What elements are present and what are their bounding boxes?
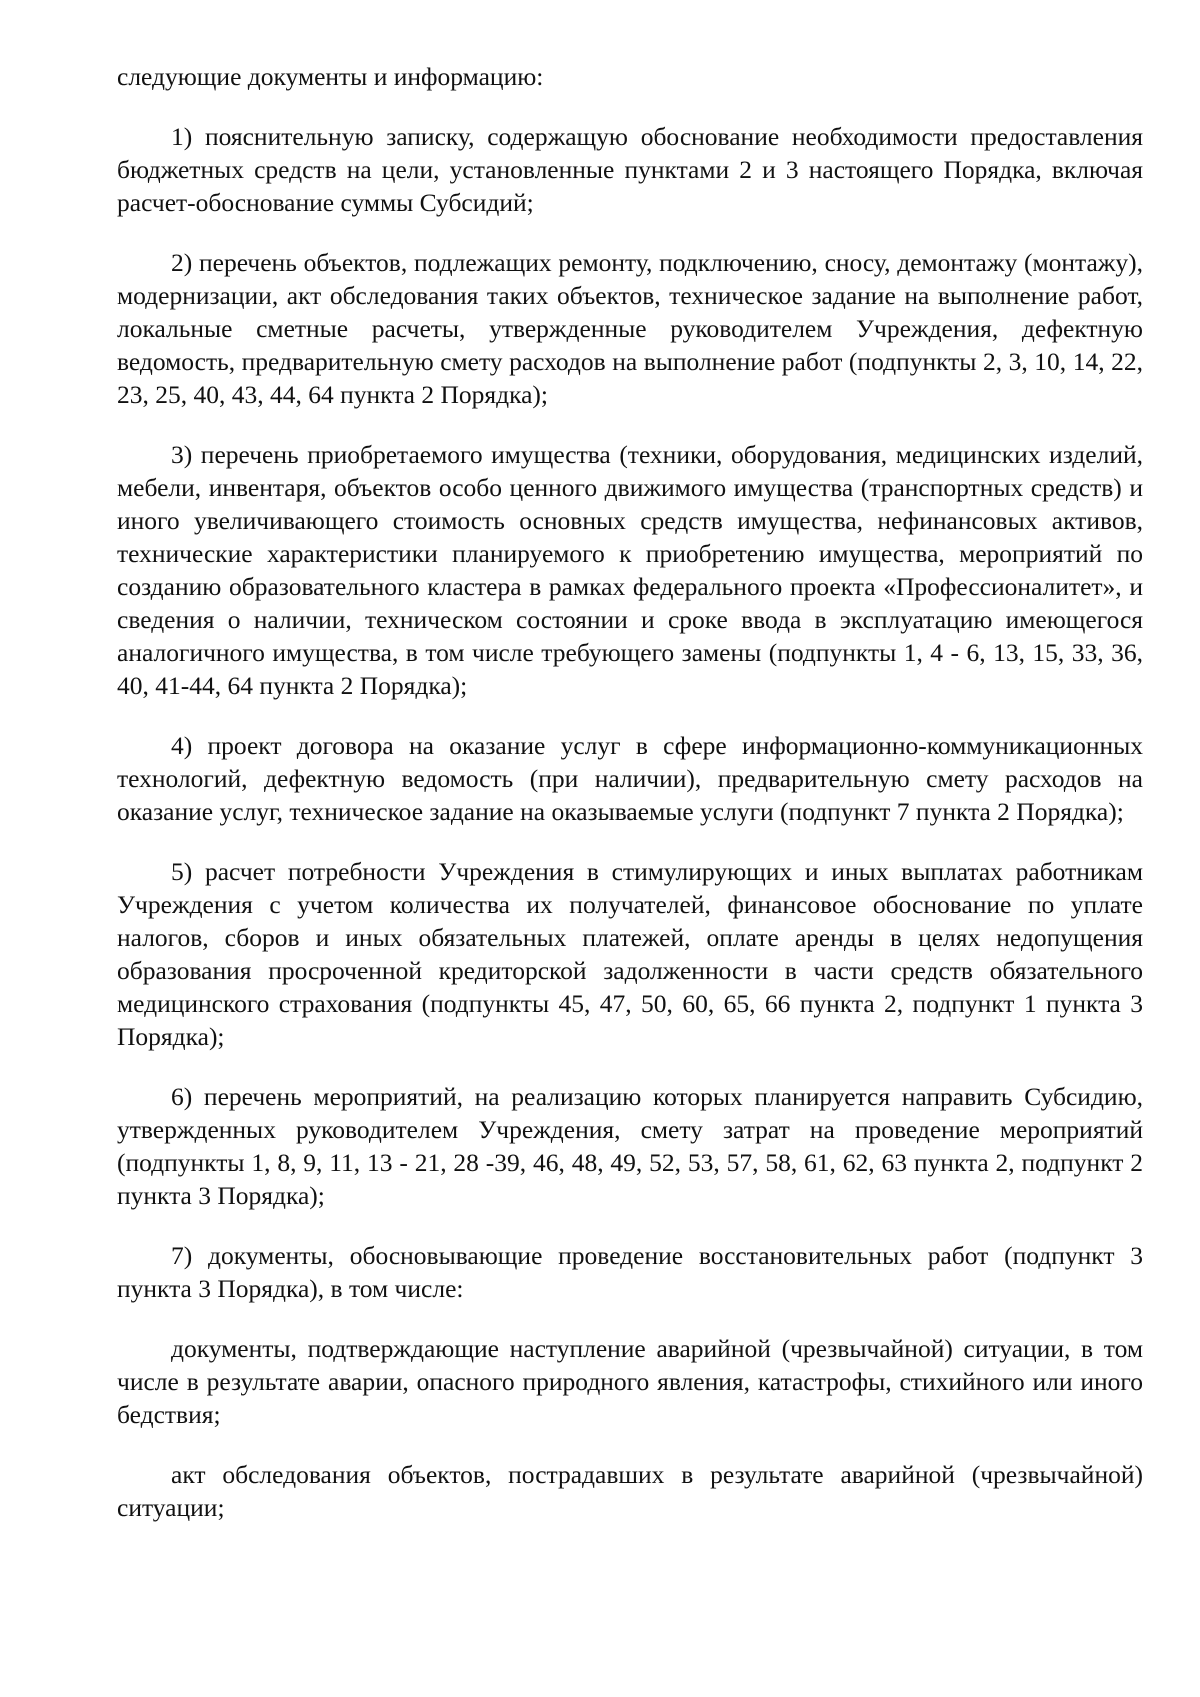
paragraph-intro: следующие документы и информацию: xyxy=(117,62,544,91)
document-page xyxy=(117,60,1143,1551)
paragraph-item-1: 1) пояснительную записку, содержащую обоснование необходимости предоставления бюджетных средств на цели, установленные пунктами 2 и 3 настоящего Порядка, включая расчет-обоснование суммы Субсидий; xyxy=(117,122,1143,217)
paragraph-item-6: 6) перечень мероприятий, на реализацию которых планируется направить Субсидию, утвержденных руководителем Учреждения, смету затрат на проведение мероприятий (подпункты 1, 8, 9, 11, 13 - 21, 28 -39, 46, 48, 49, 52, 53, 57, 58, 61, 62, 63 пункта 2, подпункт 2 пункта 3 Порядка); xyxy=(117,1082,1143,1210)
paragraph-subitem-inspection-act: акт обследования объектов, пострадавших в результате аварийной (чрезвычайной) ситуации; xyxy=(117,1460,1143,1522)
paragraph-item-5: 5) расчет потребности Учреждения в стимулирующих и иных выплатах работникам Учреждения с учетом количества их получателей, финансовое обоснование по уплате налогов, сборов и иных обязательных платежей, оплате аренды в целях недопущения образования просроченной кредиторской задолженности в части средств обязательного медицинского страхования (подпункты 45, 47, 50, 60, 65, 66 пункта 2, подпункт 1 пункта 3 Порядка); xyxy=(117,857,1143,1051)
paragraph-item-3: 3) перечень приобретаемого имущества (техники, оборудования, медицинских изделий, мебели, инвентаря, объектов особо ценного движимого имущества (транспортных средств) и иного увеличивающего стоимость основных средств имущества, нефинансовых активов, технические характеристики планируемого к приобретению имущества, мероприятий по созданию образовательного кластера в рамках федерального проекта «Профессионалитет», и сведения о наличии, техническом состоянии и сроке ввода в эксплуатацию имеющегося аналогичного имущества, в том числе требующего замены (подпункты 1, 4 - 6, 13, 15, 33, 36, 40, 41-44, 64 пункта 2 Порядка); xyxy=(117,440,1143,700)
paragraph-item-2: 2) перечень объектов, подлежащих ремонту, подключению, сносу, демонтажу (монтажу), модернизации, акт обследования таких объектов, техническое задание на выполнение работ, локальные сметные расчеты, утвержденные руководителем Учреждения, дефектную ведомость, предварительную смету расходов на выполнение работ (подпункты 2, 3, 10, 14, 22, 23, 25, 40, 43, 44, 64 пункта 2 Порядка); xyxy=(117,248,1143,409)
paragraph-subitem-emergency-docs: документы, подтверждающие наступление аварийной (чрезвычайной) ситуации, в том числе в результате аварии, опасного природного явления, катастрофы, стихийного или иного бедствия; xyxy=(117,1334,1143,1429)
paragraph-item-7: 7) документы, обосновывающие проведение восстановительных работ (подпункт 3 пункта 3 Порядка), в том числе: xyxy=(117,1241,1143,1303)
paragraph-item-4: 4) проект договора на оказание услуг в сфере информационно-коммуникационных технологий, дефектную ведомость (при наличии), предварительную смету расходов на оказание услуг, техническое задание на оказываемые услуги (подпункт 7 пункта 2 Порядка); xyxy=(117,731,1143,826)
